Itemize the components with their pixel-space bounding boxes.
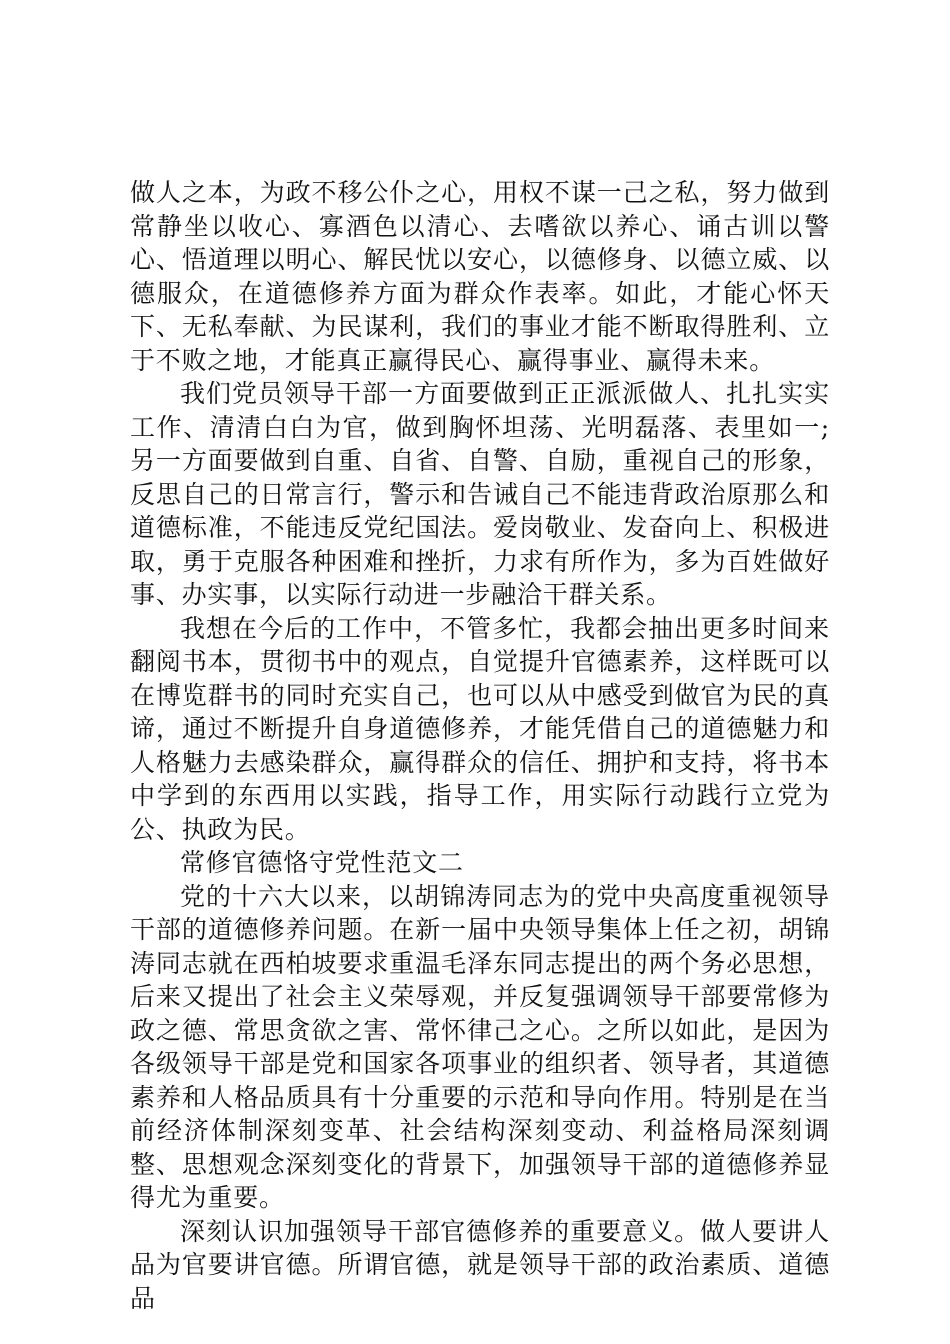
paragraph-4: 党的十六大以来，以胡锦涛同志为的党中央高度重视领导干部的道德修养问题。在新一届中央领导集体上任之初，胡锦涛同志就在西柏坡要求重温毛泽东同志提出的两个务必思想，后来又提出了社会主义荣辱观，并反复强调领导干部要常修为政之德、常思贪欲之害、常怀律己之心。之所以如此，是因为各级领导干部是党和国家各项事业的组织者、领导者，其道德素养和人格品质具有十分重要的示范和导向作用。特别是在当前经济体制深刻变革、社会结构深刻变动、利益格局深刻调整、思想观念深刻变化的背景下，加强领导干部的道德修养显得尤为重要。 bbox=[130, 881, 830, 1212]
paragraph-3: 我想在今后的工作中，不管多忙，我都会抽出更多时间来翻阅书本，贯彻书中的观点，自觉提升官德素养，这样既可以在博览群书的同时充实自己，也可以从中感受到做官为民的真谛，通过不断提升自身道德修养，才能凭借自己的道德魅力和人格魅力去感染群众，赢得群众的信任、拥护和支持，将书本中学到的东西用以实践，指导工作，用实际行动践行立党为公、执政为民。 bbox=[130, 613, 830, 844]
paragraph-5: 深刻认识加强领导干部官德修养的重要意义。做人要讲人品为官要讲官德。所谓官德，就是领导干部的政治素质、道德品 bbox=[130, 1216, 830, 1313]
paragraph-1: 做人之本，为政不移公仆之心，用权不谋一己之私，努力做到常静坐以收心、寡酒色以清心、去嗜欲以养心、诵古训以警心、悟道理以明心、解民忧以安心，以德修身、以德立威、以德服众，在道德修养方面为群众作表率。如此，才能心怀天下、无私奉献、为民谋利，我们的事业才能不断取得胜利、立于不败之地，才能真正赢得民心、赢得事业、赢得未来。 bbox=[130, 178, 830, 375]
section-title: 常修官德恪守党性范文二 bbox=[180, 848, 464, 877]
document-body bbox=[130, 176, 830, 1315]
paragraph-2: 我们党员领导干部一方面要做到正正派派做人、扎扎实实工作、清清白白为官，做到胸怀坦荡、光明磊落、表里如一;另一方面要做到自重、自省、自警、自励，重视自己的形象，反思自己的日常言行，警示和告诫自己不能违背政治原那么和道德标准，不能违反党纪国法。爱岗敬业、发奋向上、积极进取，勇于克服各种困难和挫折，力求有所作为，多为百姓做好事、办实事，以实际行动进一步融洽干群关系。 bbox=[130, 379, 830, 609]
